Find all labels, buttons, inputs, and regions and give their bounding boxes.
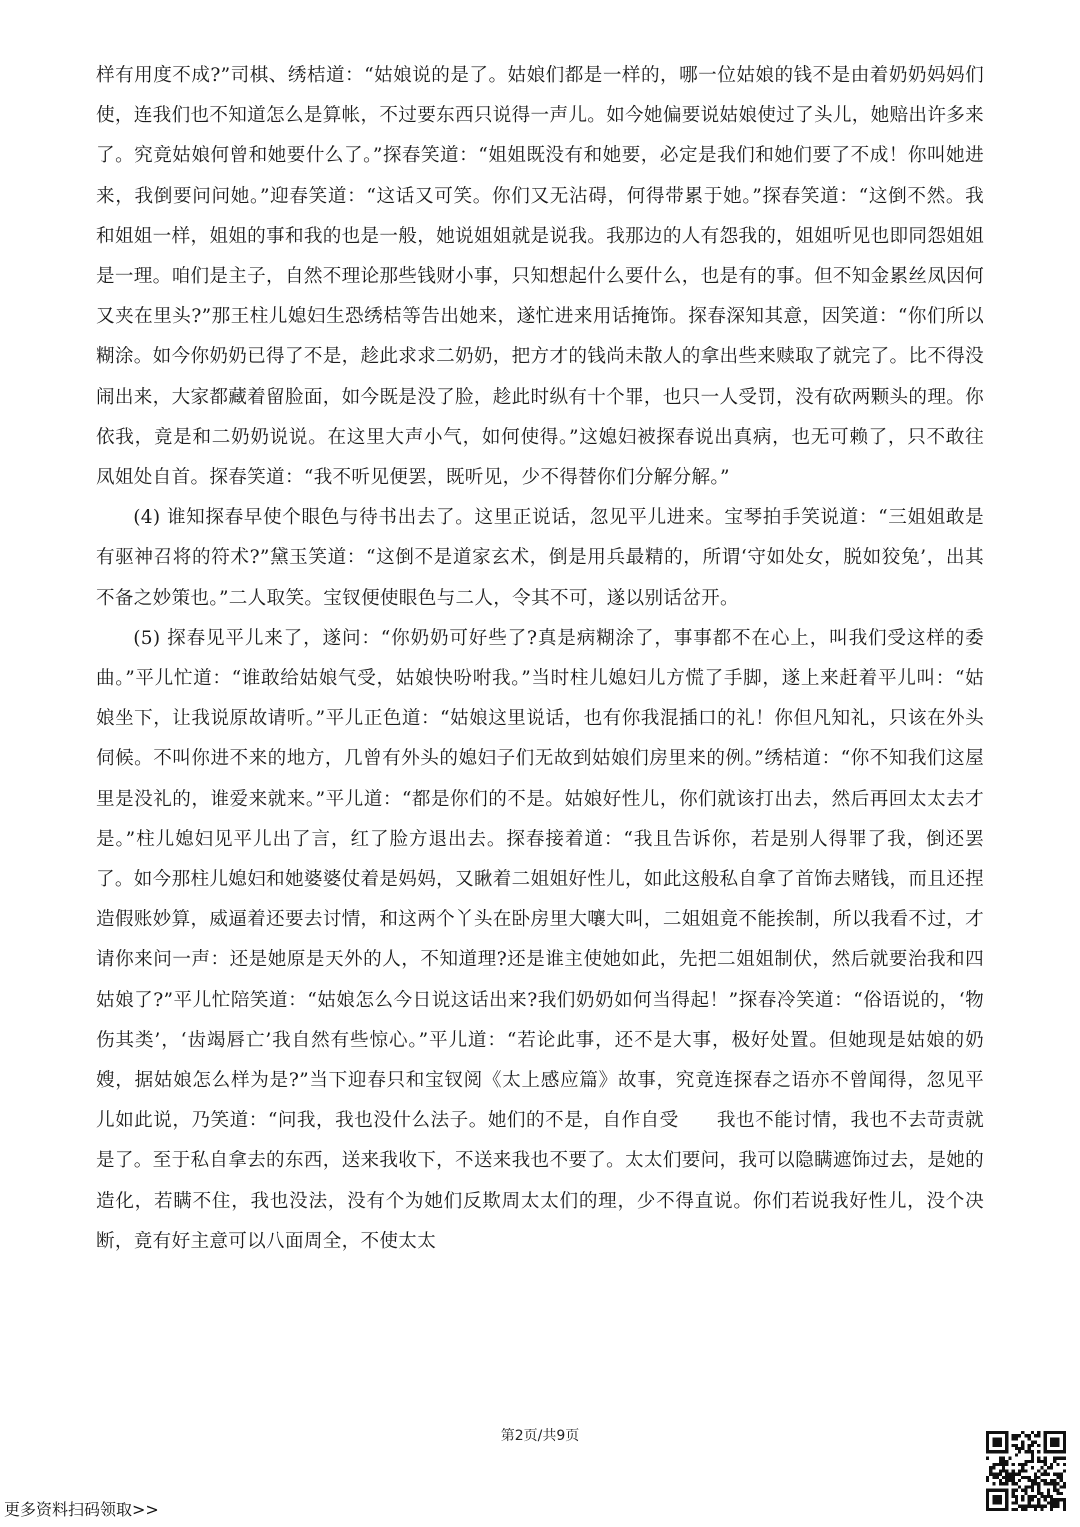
paragraph-continuation: 样有用度不成?”司棋、绣桔道：“姑娘说的是了。姑娘们都是一样的，哪一位姑娘的钱不是由着奶奶妈妈们使，连我们也不知道怎么是算帐，不过要东西只说得一声儿。如今她偏要说姑娘使过了头儿，她赔出许多来了。究竟姑娘何曾和她要什么了。”探春笑道：“姐姐既没有和她要，必定是我们和她们要了不成！你叫她进来，我倒要问问她。”迎春笑道：“这话又可笑。你们又无沾碍，何得带累于她。”探春笑道：“这倒不然。我和姐姐一样，姐姐的事和我的也是一般，她说姐姐就是说我。我那边的人有怨我的，姐姐听见也即同怨姐姐是一理。咱们是主子，自然不理论那些钱财小事，只知想起什么要什么，也是有的事。但不知金累丝凤因何又夹在里头?”那王柱儿媳妇生恐绣桔等告出她来，遂忙进来用话掩饰。探春深知其意，因笑道：“你们所以糊涂。如今你奶奶已得了不是，趁此求求二奶奶，把方才的钱尚未散人的拿出些来赎取了就完了。比不得没闹出来，大家都藏着留脸面，如今既是没了脸，趁此时纵有十个罪，也只一人受罚，没有砍两颗头的理。你依我，竟是和二奶奶说说。在这里大声小气，如何使得。”这媳妇被探春说出真病，也无可赖了，只不敢往凤姐处自首。探春笑道：“我不听见便罢，既听见，少不得替你们分解分解。” [96,65,985,489]
paragraph-5: (5) 探春见平儿来了，遂问：“你奶奶可好些了?真是病糊涂了，事事都不在心上，叫我们受这样的委曲。”平儿忙道：“谁敢给姑娘气受，姑娘快吩咐我。”当时柱儿媳妇儿方慌了手脚，遂上来赶着平儿叫：“姑娘坐下，让我说原故请听。”平儿正色道：“姑娘这里说话，也有你我混插口的礼！你但凡知礼，只该在外头伺候。不叫你进不来的地方，几曾有外头的媳妇子们无故到姑娘们房里来的例。”绣桔道：“你不知我们这屋里是没礼的，谁爱来就来。”平儿道：“都是你们的不是。姑娘好性儿，你们就该打出去，然后再回太太去才是。”柱儿媳妇见平儿出了言，红了脸方退出去。探春接着道：“我且告诉你，若是别人得罪了我，倒还罢了。如今那柱儿媳妇和她婆婆仗着是妈妈，又瞅着二姐姐好性儿，如此这般私自拿了首饰去赌钱，而且还捏造假账妙算，威逼着还要去讨情，和这两个丫头在卧房里大嚷大叫，二姐姐竟不能挨制，所以我看不过，才请你来问一声：还是她原是天外的人，不知道理?还是谁主使她如此，先把二姐姐制伏，然后就要治我和四姑娘了?”平儿忙陪笑道：“姑娘怎么今日说这话出来?我们奶奶如何当得起！”探春冷笑道：“俗语说的，‘物伤其类’，‘齿竭唇亡’我自然有些惊心。”平儿道：“若论此事，还不是大事，极好处置。但她现是姑娘的奶嫂，据姑娘怎么样为是?”当下迎春只和宝钗阅《太上感应篇》故事，究竟连探春之语亦不曾闻得，忽见平儿如此说，乃笑道：“问我，我也没什么法子。她们的不是，自作自受 我也不能讨情，我也不去苛责就是了。至于私自拿去的东西，送来我收下，不送来我也不要了。太太们要问，我可以隐瞒遮饰过去，是她的造化，若瞒不住，我也没法，没有个为她们反欺周太太们的理，少不得直说。你们若说我好性儿，没个决断，竟有好主意可以八面周全，不使太太 [96,627,985,1252]
footer-promo-link[interactable]: 更多资料扫码领取>> [4,1500,159,1519]
qr-code-icon [986,1431,1066,1511]
page-number: 第2页/共9页 [500,1428,580,1444]
document-body [96,56,984,1262]
paragraph-4: (4) 谁知探春早使个眼色与待书出去了。这里正说话，忽见平儿进来。宝琴拍手笑说道：“三姐姐敢是有驱神召将的符术?”黛玉笑道：“这倒不是道家玄术，倒是用兵最精的，所谓‘守如处女，脱如狡兔’，出其不备之妙策也。”二人取笑。宝钗便使眼色与二人，令其不可，遂以别话岔开。 [96,507,984,609]
